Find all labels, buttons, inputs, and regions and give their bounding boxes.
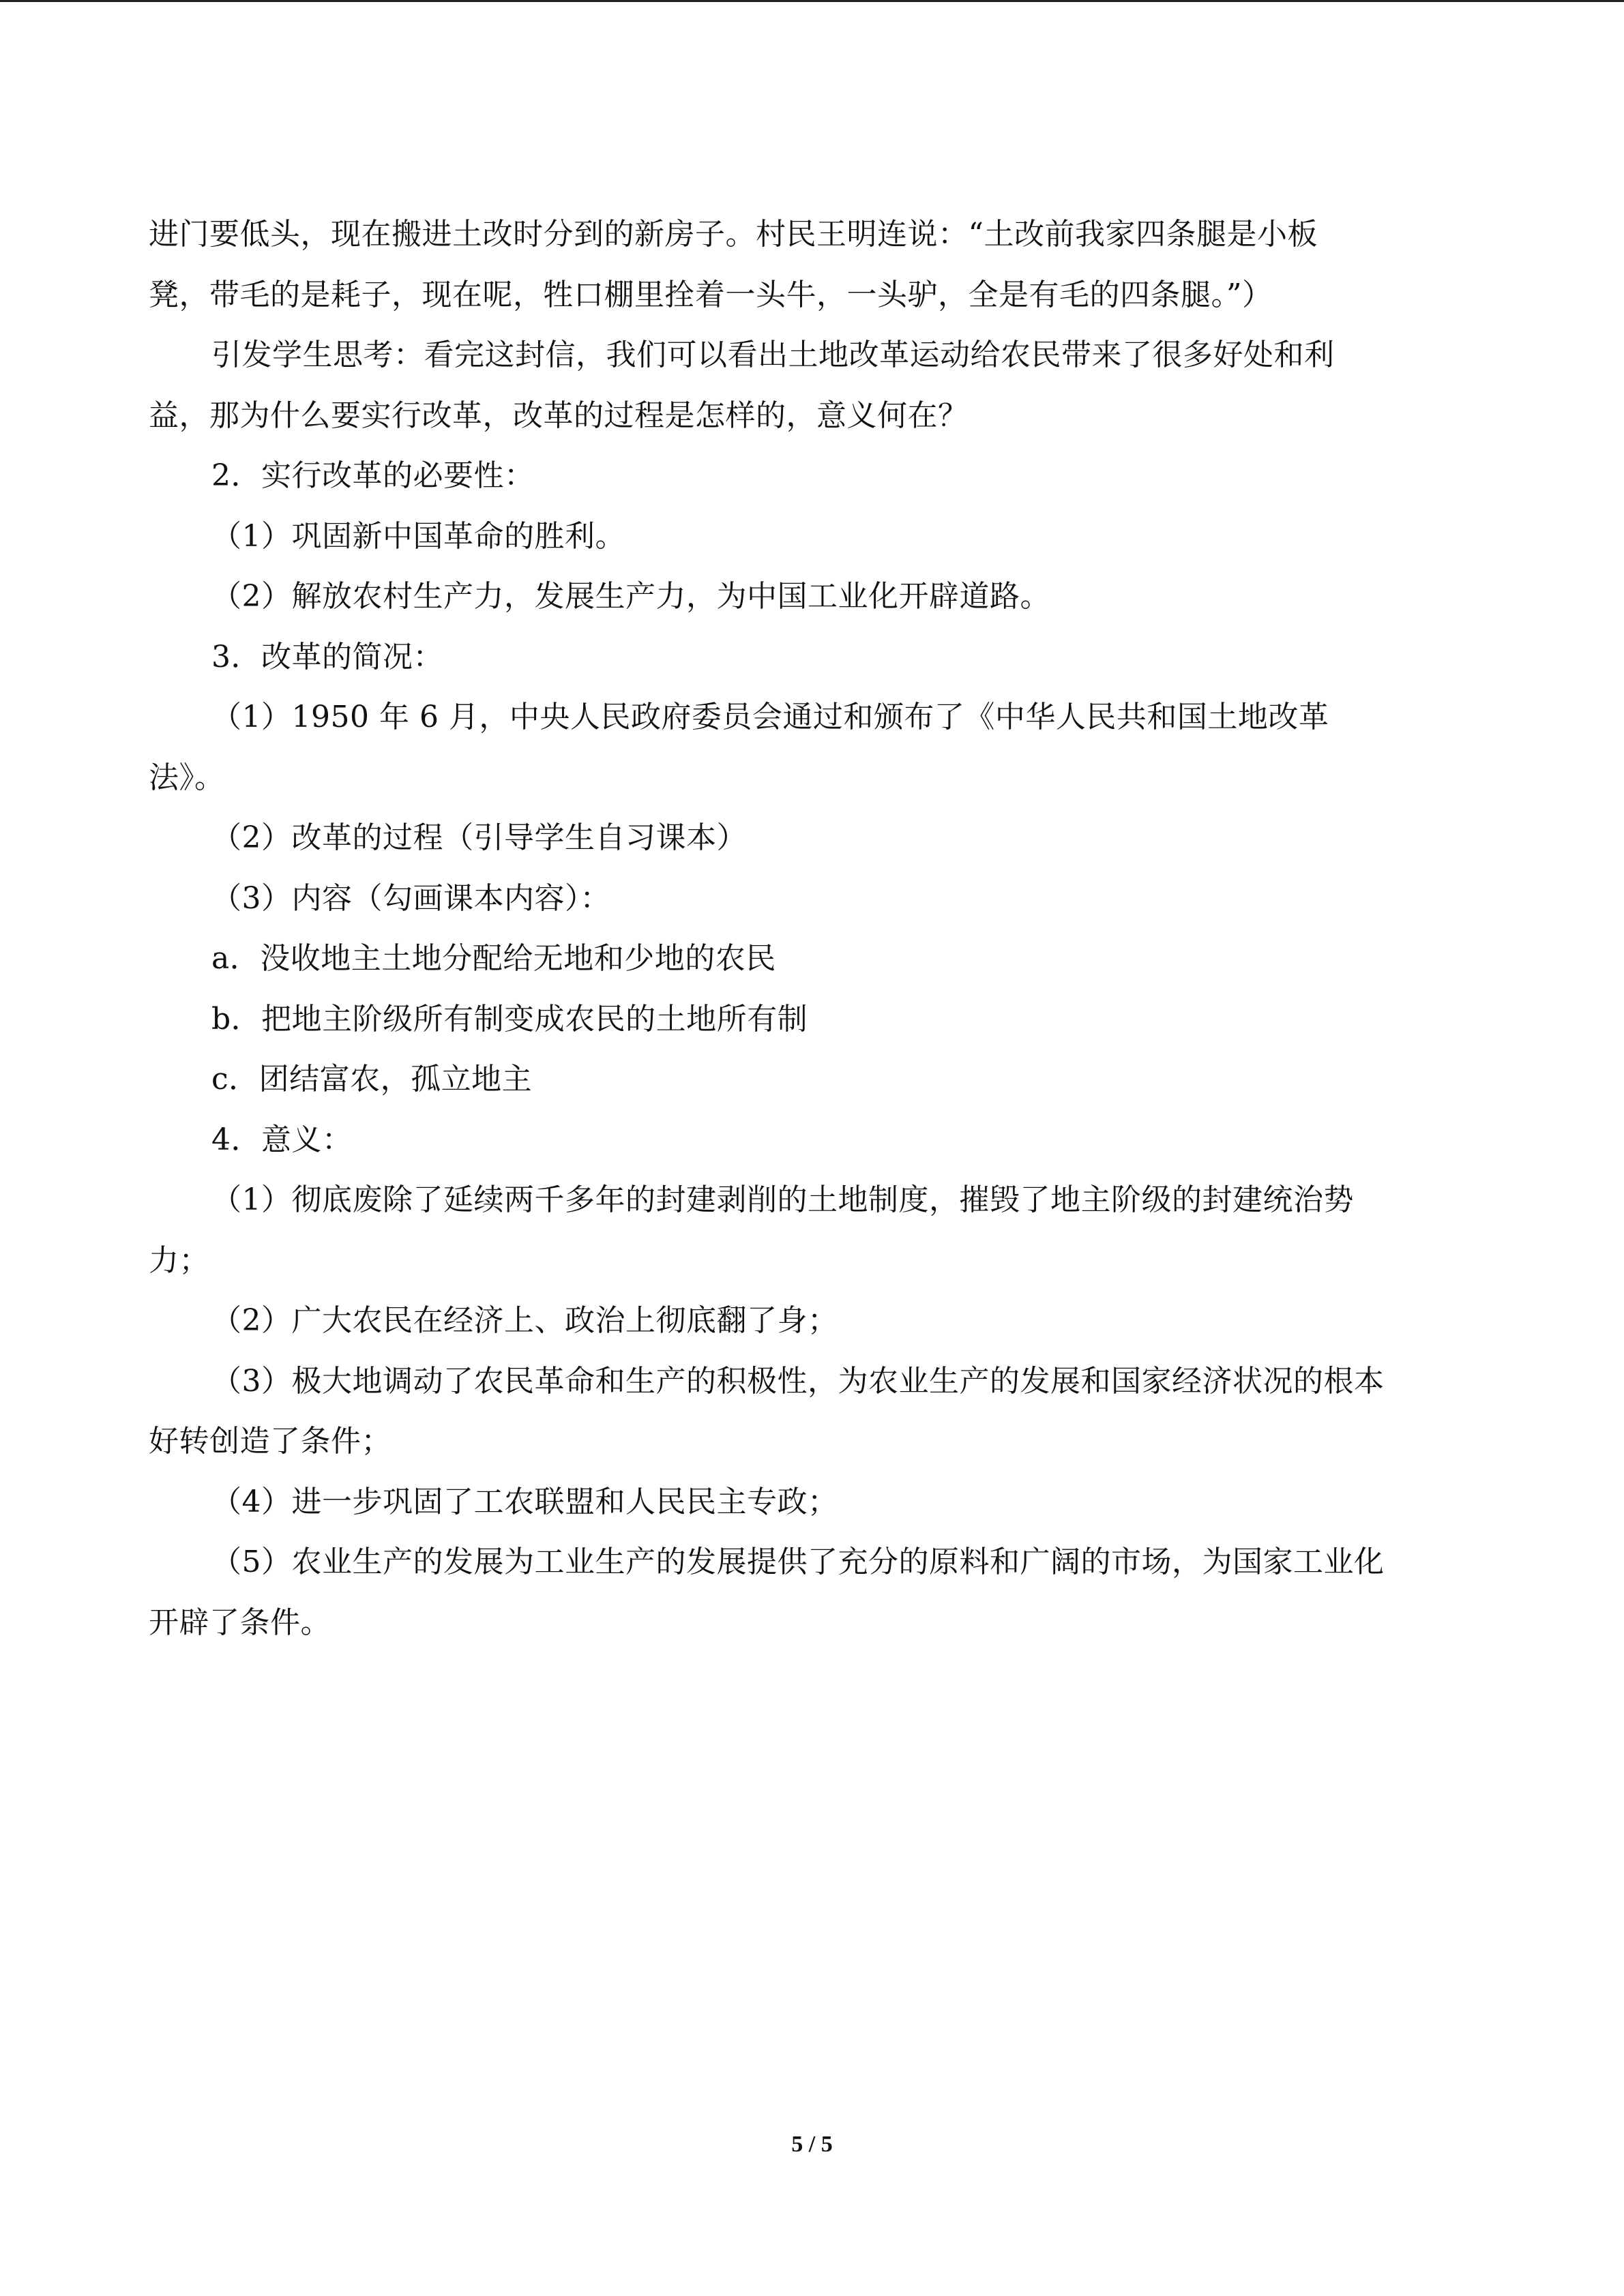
list-item: （2）广大农民在经济上、政治上彻底翻了身；	[211, 1303, 838, 1338]
text-line: 引发学生思考：看完这封信，我们可以看出土地改革运动给农民带来了很多好处和利	[211, 338, 1335, 372]
list-item: （2）改革的过程（引导学生自习课本）	[211, 820, 747, 855]
text-line: 进门要低头，现在搬进土改时分到的新房子。村民王明连说：“土改前我家四条腿是小板	[149, 217, 1318, 252]
document-body	[149, 205, 1486, 1653]
list-item: （1）巩固新中国革命的胜利。	[211, 518, 625, 554]
sub-list-item: b．把地主阶级所有制变成农民的土地所有制	[211, 1001, 808, 1037]
list-item: （1）彻底废除了延续两千多年的封建剥削的土地制度，摧毁了地主阶级的封建统治势	[211, 1182, 1354, 1217]
list-item: （2）解放农村生产力，发展生产力，为中国工业化开辟道路。	[211, 579, 1050, 614]
list-item: （3）内容（勾画课本内容）：	[211, 880, 610, 916]
list-item: （4）进一步巩固了工农联盟和人民民主专政；	[211, 1484, 838, 1519]
section-heading: 3．改革的简况：	[211, 639, 443, 674]
text-line: 力；	[149, 1242, 209, 1278]
list-item: （1）1950 年 6 月，中央人民政府委员会通过和颁布了《中华人民共和国土地改革	[211, 700, 1329, 734]
text-line: 开辟了条件。	[149, 1605, 331, 1640]
top-border-line	[0, 0, 1624, 2]
sub-list-item: c．团结富农，孤立地主	[211, 1062, 533, 1097]
text-line: 益，那为什么要实行改革，改革的过程是怎样的，意义何在？	[149, 398, 969, 433]
list-item: （3）极大地调动了农民革命和生产的积极性，为农业生产的发展和国家经济状况的根本	[211, 1363, 1385, 1399]
sub-list-item: a．没收地主土地分配给无地和少地的农民	[211, 941, 776, 976]
page-number: 5 / 5	[791, 2132, 833, 2157]
text-line: 好转创造了条件；	[149, 1424, 392, 1459]
text-line: 法》。	[149, 760, 225, 795]
text-line: 凳，带毛的是耗子，现在呢，牲口棚里拴着一头牛，一头驴，全是有毛的四条腿。”）	[149, 277, 1273, 312]
section-heading: 4．意义：	[211, 1122, 353, 1157]
section-heading: 2．实行改革的必要性：	[211, 458, 535, 493]
list-item: （5）农业生产的发展为工业生产的发展提供了充分的原料和广阔的市场，为国家工业化	[211, 1545, 1385, 1579]
